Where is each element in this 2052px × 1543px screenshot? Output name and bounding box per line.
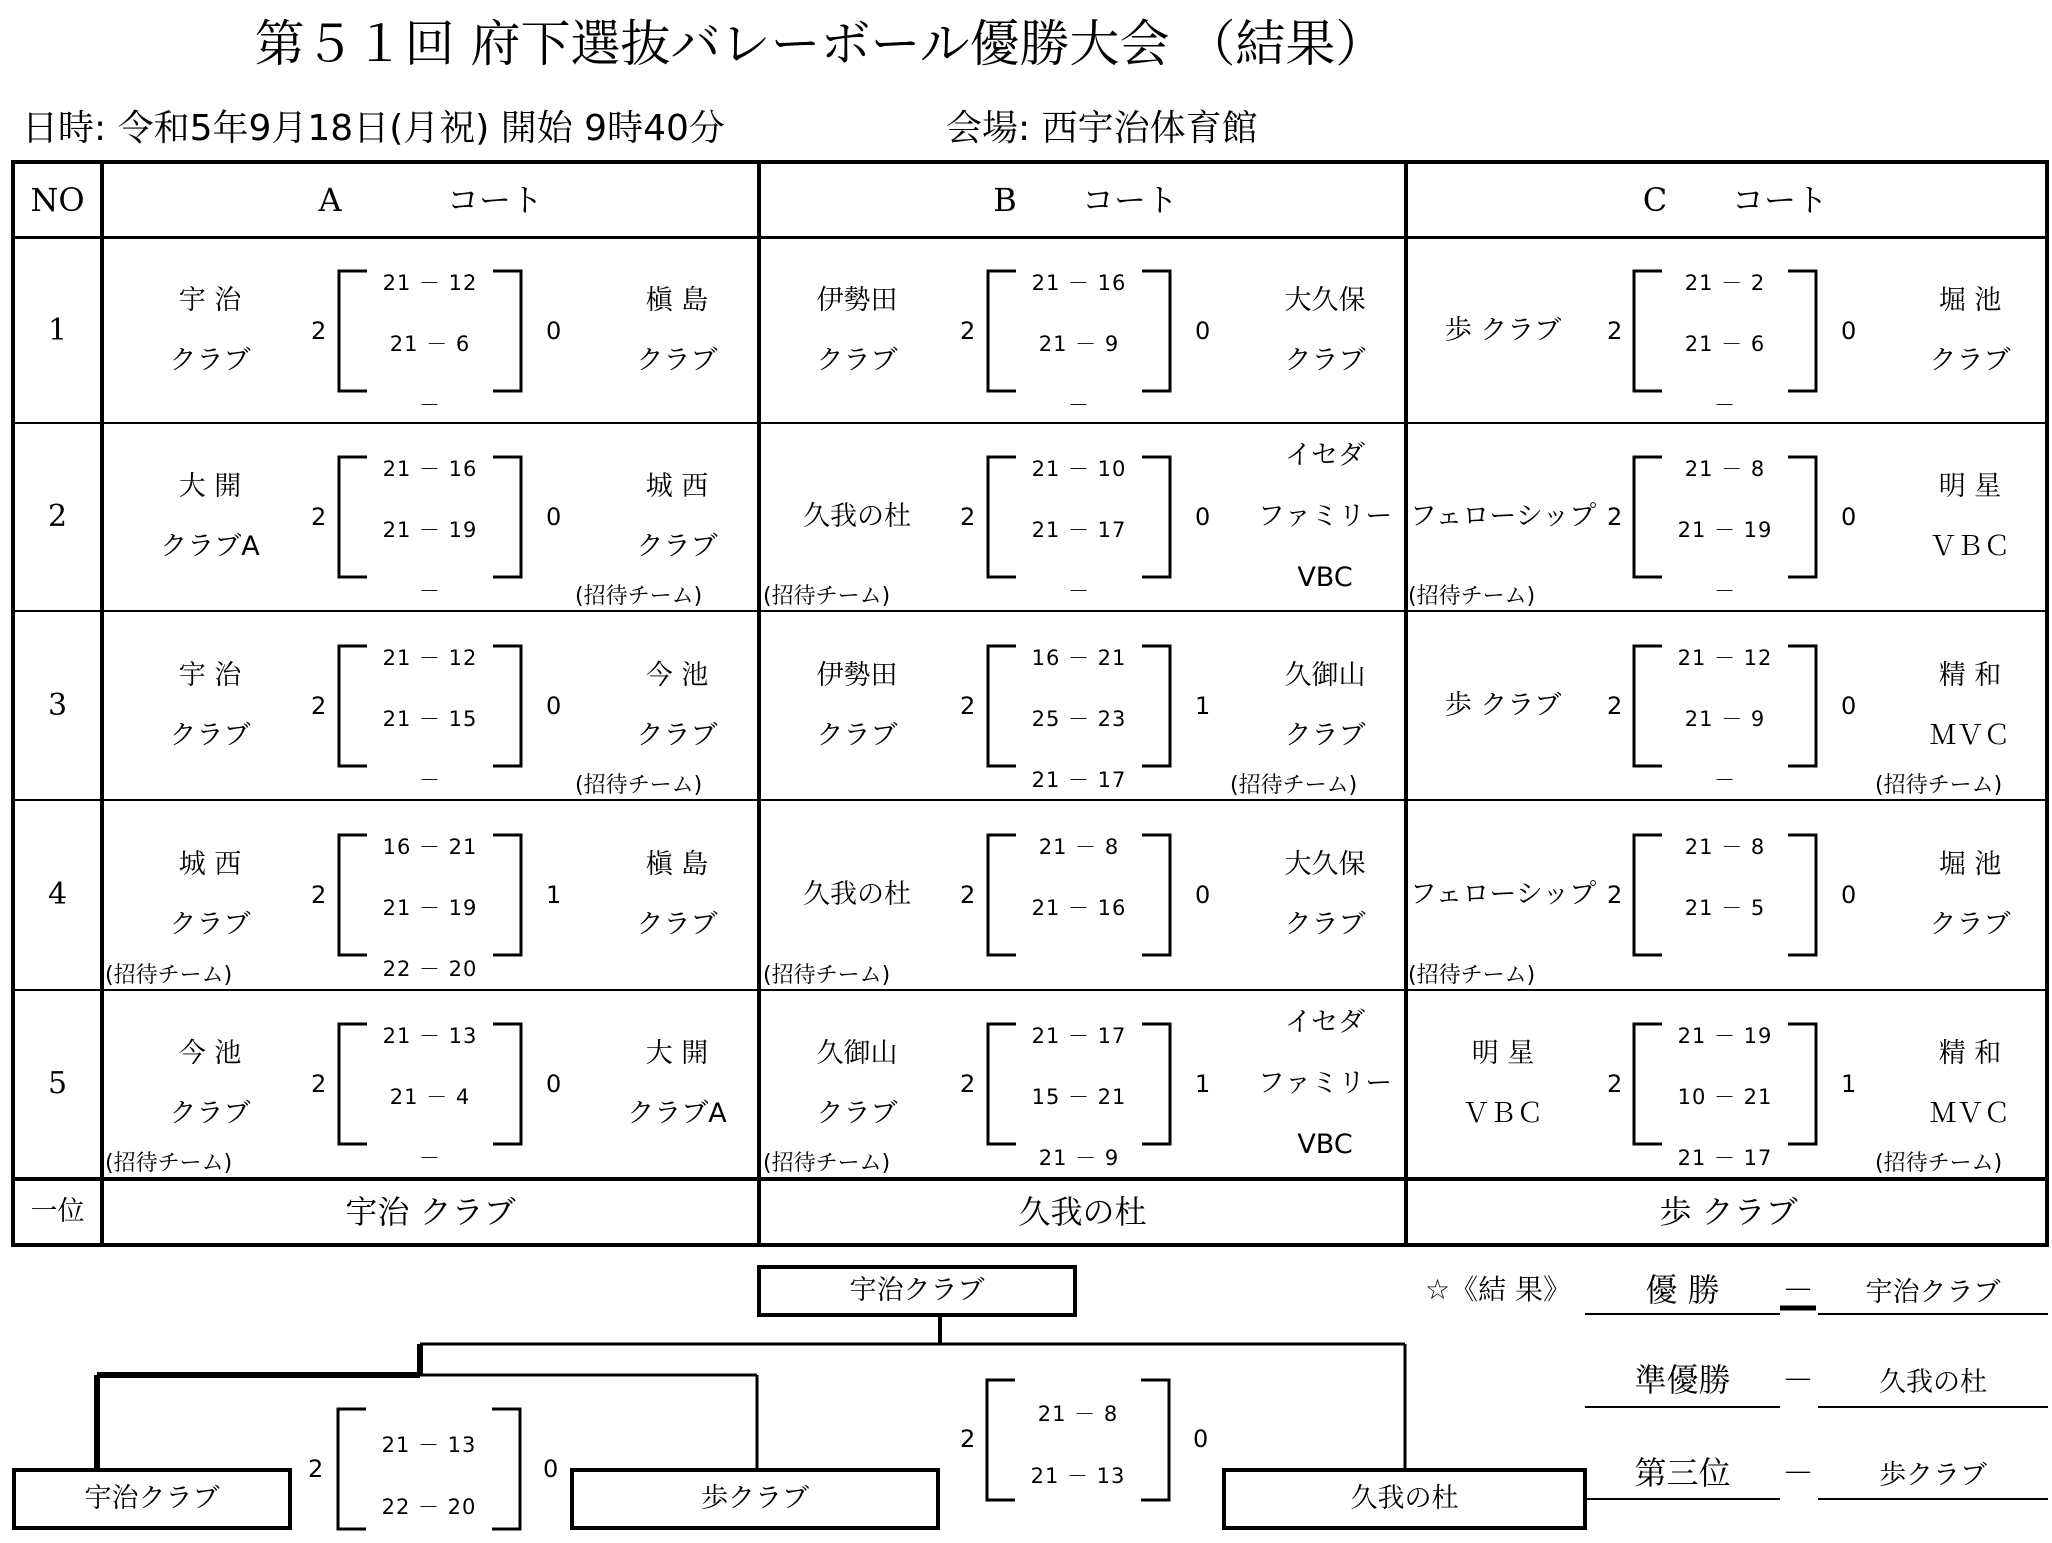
set-scores-bracket <box>337 269 523 417</box>
sets-won-right: 0 <box>546 691 562 720</box>
sets-won-left: 2 <box>1607 316 1623 345</box>
team-name-line: VBC <box>1297 1129 1353 1160</box>
team-name-line: クラブ <box>169 719 251 751</box>
sets-won-right: 0 <box>546 1070 562 1098</box>
team-left-court-c <box>1393 164 1613 1243</box>
set-score: 21 － 5 <box>1684 896 1766 920</box>
final-right-sets: 0 <box>1193 1425 1209 1453</box>
winner-dash: － <box>1782 1271 1815 1309</box>
set-score: － <box>1068 579 1090 603</box>
set-score: 21 － 8 <box>1684 835 1766 859</box>
invited-team-note: (招待チーム) <box>105 963 233 988</box>
second-label: 準優勝 <box>1634 1361 1731 1399</box>
row-number: 1 <box>47 312 68 348</box>
set-scores-bracket <box>337 1022 523 1170</box>
team-name-line: クラブ <box>1284 909 1366 940</box>
team-name-line: クラブ <box>1929 344 2011 376</box>
page-title: 第５１回 府下選抜バレーボール優勝大会 （結果） <box>254 15 1386 73</box>
winner-label: 優 勝 <box>1645 1271 1720 1309</box>
set-scores-bracket <box>986 269 1172 417</box>
sets-won-right: 0 <box>1841 881 1857 909</box>
third-label: 第三位 <box>1634 1454 1731 1492</box>
team-name-line: クラブA <box>160 531 260 562</box>
team-name-line: クラブ <box>1284 344 1366 376</box>
team-name-line: 明 星 <box>1938 471 2002 502</box>
team-name-line: クラブ <box>636 909 718 940</box>
semi-score-bracket <box>336 1407 522 1527</box>
header-court-c-letter: C <box>1642 181 1668 219</box>
sets-won-right: 0 <box>1841 503 1857 531</box>
header-court-a-letter: A <box>318 181 342 219</box>
set-scores-bracket <box>1632 1022 1818 1170</box>
semi-score-set2: 22 － 20 <box>381 1495 477 1519</box>
set-score: － <box>1068 392 1090 417</box>
invited-team-note: (招待チーム) <box>575 773 703 798</box>
team-name-line: 久我の杜 <box>803 501 911 532</box>
team-name-line: クラブ <box>169 909 251 940</box>
team-left-court-b <box>747 164 967 1243</box>
third-team: 歩クラブ <box>1879 1460 1987 1491</box>
set-score: 21 － 16 <box>382 457 478 481</box>
team-name-line: 大 開 <box>178 471 242 502</box>
sets-won-left: 2 <box>1607 881 1623 909</box>
first-place-court-b: 久我の杜 <box>1018 1193 1147 1231</box>
sets-won-left: 2 <box>960 881 976 909</box>
team-name-line: クラブ <box>1929 909 2011 940</box>
set-score: 21 － 16 <box>1031 896 1127 920</box>
set-scores-bracket <box>986 455 1172 603</box>
first-place-court-a: 宇治 クラブ <box>345 1193 516 1231</box>
header-court-c-label: コート <box>1731 181 1828 219</box>
team-name-line: クラブ <box>169 1098 251 1129</box>
sets-won-left: 2 <box>960 316 976 345</box>
set-score: － <box>419 1146 441 1170</box>
set-score: 21 － 9 <box>1038 1146 1120 1170</box>
event-datetime: 日時: 令和5年9月18日(月祝) 開始 9時40分 <box>22 108 725 149</box>
team-name-line: 槇 島 <box>645 284 709 316</box>
set-scores-bracket <box>1632 833 1818 953</box>
invited-team-note: (招待チーム) <box>1875 1151 2003 1176</box>
set-score: 21 － 16 <box>1031 270 1127 295</box>
team-name-line: クラブ <box>636 531 718 562</box>
champion-box: 宇治クラブ <box>757 1265 1077 1317</box>
bracket-team-2: 歩クラブ <box>570 1468 940 1530</box>
sets-won-left: 2 <box>311 503 327 531</box>
row-number: 2 <box>47 499 68 534</box>
final-score-set2: 21 － 13 <box>1030 1464 1126 1488</box>
set-score: 16 － 21 <box>382 835 478 859</box>
sets-won-right: 0 <box>1195 881 1211 909</box>
team-name-line: 槇 島 <box>645 849 709 880</box>
team-name-line: クラブ <box>636 344 718 376</box>
team-name-line: クラブ <box>1284 719 1366 751</box>
set-score: － <box>419 767 441 792</box>
set-scores-bracket <box>1632 455 1818 603</box>
team-name-line: 今 池 <box>645 659 709 691</box>
header-court-b-label: コート <box>1081 181 1178 219</box>
semi-score-set1: 21 － 13 <box>381 1433 477 1457</box>
semi-left-sets: 2 <box>308 1455 324 1483</box>
second-team: 久我の杜 <box>1879 1367 1987 1398</box>
team-name-line: クラブA <box>627 1098 727 1129</box>
set-score: 21 － 8 <box>1038 835 1120 859</box>
sets-won-right: 0 <box>1841 691 1857 720</box>
team-name-line: 城 西 <box>645 471 709 502</box>
set-score: 21 － 12 <box>382 270 478 295</box>
invited-team-note: (招待チーム) <box>763 963 891 988</box>
invited-team-note: (招待チーム) <box>763 1151 891 1176</box>
invited-team-note: (招待チーム) <box>575 584 703 609</box>
team-name-line: 歩 クラブ <box>1444 314 1562 346</box>
final-score-bracket <box>985 1378 1171 1498</box>
set-score: 21 － 12 <box>1677 645 1773 670</box>
set-score: － <box>1714 767 1736 792</box>
sets-won-left: 2 <box>960 691 976 720</box>
winner-team: 宇治クラブ <box>1865 1277 2001 1308</box>
semi-right-sets: 0 <box>543 1455 559 1483</box>
set-score: 21 － 12 <box>382 645 478 670</box>
set-scores-bracket <box>1632 644 1818 792</box>
set-score: 21 － 17 <box>1677 1146 1773 1170</box>
set-score: 21 － 17 <box>1031 518 1127 542</box>
set-score: － <box>1714 392 1736 417</box>
set-score: － <box>1714 579 1736 603</box>
team-name-line: 今 池 <box>178 1038 242 1069</box>
row-number: 5 <box>47 1066 68 1101</box>
team-name-line: クラブ <box>816 719 898 751</box>
set-score: 21 － 2 <box>1684 270 1766 295</box>
team-name-line: 伊勢田 <box>816 659 898 691</box>
team-name-line: イセダ <box>1284 1007 1366 1038</box>
team-name-line: 堀 池 <box>1938 284 2002 316</box>
team-name-line: 宇 治 <box>178 284 242 316</box>
team-name-line: 堀 池 <box>1938 849 2002 880</box>
set-score: 25 － 23 <box>1031 706 1127 731</box>
row-number: 4 <box>47 877 68 912</box>
third-dash: － <box>1782 1454 1815 1492</box>
team-name-line: ＶＢＣ <box>1929 531 2011 562</box>
sets-won-right: 1 <box>1195 691 1211 720</box>
team-name-line: 大久保 <box>1284 284 1366 316</box>
team-name-line: 久御山 <box>1284 659 1366 691</box>
second-dash: － <box>1782 1361 1815 1399</box>
invited-team-note: (招待チーム) <box>763 584 891 609</box>
invited-team-note: (招待チーム) <box>1875 773 2003 798</box>
results-heading: ☆《結 果》 <box>1425 1273 1572 1306</box>
team-name-line: イセダ <box>1284 440 1366 471</box>
team-name-line: 久我の杜 <box>803 879 911 910</box>
row-number: 3 <box>47 687 68 723</box>
set-scores-bracket <box>337 644 523 792</box>
set-score: 21 － 19 <box>382 896 478 920</box>
set-score: 21 － 19 <box>1677 518 1773 542</box>
set-scores-bracket <box>337 833 523 981</box>
team-name-line: フェローシップ <box>1409 879 1597 910</box>
set-score: 21 － 8 <box>1684 457 1766 481</box>
set-scores-bracket <box>1632 269 1818 417</box>
set-score: － <box>419 392 441 417</box>
set-scores-bracket <box>986 1022 1172 1170</box>
set-score: 21 － 17 <box>1031 767 1127 792</box>
team-name-line: 大久保 <box>1284 849 1366 880</box>
invited-team-note: (招待チーム) <box>1408 584 1536 609</box>
team-name-line: 精 和 <box>1938 659 2002 691</box>
invited-team-note: (招待チーム) <box>1230 773 1358 798</box>
team-name-line: フェローシップ <box>1409 501 1597 532</box>
sets-won-right: 0 <box>546 316 562 345</box>
bracket-team-3: 久我の杜 <box>1222 1468 1587 1530</box>
team-name-line: 大 開 <box>645 1038 709 1069</box>
header-court-b-letter: B <box>993 181 1017 219</box>
sets-won-left: 2 <box>960 503 976 531</box>
sets-won-left: 2 <box>311 881 327 909</box>
set-score: 21 － 17 <box>1031 1024 1127 1048</box>
sets-won-left: 2 <box>960 1070 976 1098</box>
set-scores-bracket <box>337 455 523 603</box>
sets-won-right: 0 <box>1841 316 1857 345</box>
team-right-court-c <box>1860 164 2052 1243</box>
set-score: 21 － 15 <box>382 706 478 731</box>
header-no: NO <box>30 181 85 219</box>
team-name-line: ＶＢＣ <box>1462 1098 1544 1129</box>
sets-won-left: 2 <box>311 691 327 720</box>
set-score: 21 － 9 <box>1038 331 1120 356</box>
team-name-line: クラブ <box>636 719 718 751</box>
first-place-label: 一位 <box>30 1196 85 1227</box>
team-name-line: ファミリー <box>1257 501 1393 532</box>
set-score: 21 － 10 <box>1031 457 1127 481</box>
set-score: 10 － 21 <box>1677 1085 1773 1109</box>
set-score: 16 － 21 <box>1031 645 1127 670</box>
team-name-line: 久御山 <box>816 1038 898 1069</box>
team-name-line: ファミリー <box>1257 1068 1393 1099</box>
team-name-line: 伊勢田 <box>816 284 898 316</box>
sets-won-left: 2 <box>311 1070 327 1098</box>
set-scores-bracket <box>986 644 1172 792</box>
team-name-line: ＭＶＣ <box>1929 719 2011 751</box>
set-score: 21 － 13 <box>382 1024 478 1048</box>
set-score: 21 － 19 <box>382 518 478 542</box>
team-name-line: 城 西 <box>178 849 242 880</box>
team-name-line: クラブ <box>816 1098 898 1129</box>
sets-won-left: 2 <box>1607 503 1623 531</box>
team-name-line: VBC <box>1297 562 1353 593</box>
set-score: 21 － 6 <box>1684 331 1766 356</box>
set-score: 15 － 21 <box>1031 1085 1127 1109</box>
set-score: 22 － 20 <box>382 957 478 981</box>
first-place-court-c: 歩 クラブ <box>1659 1193 1798 1231</box>
sets-won-right: 0 <box>546 503 562 531</box>
team-name-line: クラブ <box>816 344 898 376</box>
sets-won-right: 0 <box>1195 503 1211 531</box>
team-name-line: 歩 クラブ <box>1444 689 1562 721</box>
team-name-line: 精 和 <box>1938 1038 2002 1069</box>
invited-team-note: (招待チーム) <box>105 1151 233 1176</box>
team-left-court-a <box>100 164 320 1243</box>
results-table <box>11 160 2049 1247</box>
set-score: － <box>419 579 441 603</box>
set-score: 21 － 4 <box>389 1085 471 1109</box>
sets-won-left: 2 <box>311 316 327 345</box>
set-score: 21 － 6 <box>389 331 471 356</box>
set-scores-bracket <box>986 833 1172 953</box>
team-name-line: 明 星 <box>1471 1038 1535 1069</box>
bracket-team-1: 宇治クラブ <box>12 1468 292 1530</box>
final-left-sets: 2 <box>960 1425 976 1453</box>
results-underlines <box>1580 1300 2050 1500</box>
set-score: 21 － 9 <box>1684 706 1766 731</box>
sets-won-right: 1 <box>1841 1070 1857 1098</box>
header-court-a-label: コート <box>446 181 543 219</box>
sets-won-left: 2 <box>1607 1070 1623 1098</box>
set-score: 21 － 19 <box>1677 1024 1773 1048</box>
event-venue: 会場: 西宇治体育館 <box>946 108 1258 149</box>
sets-won-right: 1 <box>546 881 562 909</box>
sets-won-right: 0 <box>1195 316 1211 345</box>
team-name-line: 宇 治 <box>178 659 242 691</box>
sets-won-left: 2 <box>1607 691 1623 720</box>
sets-won-right: 1 <box>1195 1070 1211 1098</box>
team-name-line: ＭＶＣ <box>1929 1098 2011 1129</box>
team-name-line: クラブ <box>169 344 251 376</box>
invited-team-note: (招待チーム) <box>1408 963 1536 988</box>
final-score-set1: 21 － 8 <box>1037 1402 1119 1426</box>
